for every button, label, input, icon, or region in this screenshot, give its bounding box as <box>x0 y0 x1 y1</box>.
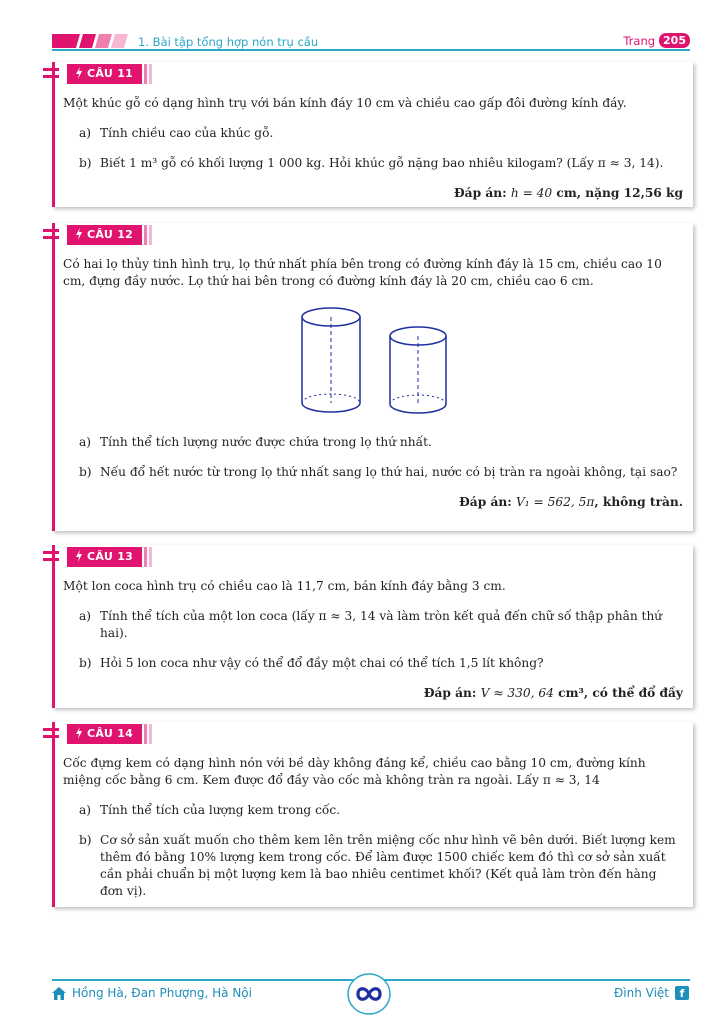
item-text: Nếu đổ hết nước từ trong lọ thứ nhất sang lọ thứ hai, nước có bị tràn ra ngoài không, tại sao? <box>100 465 678 479</box>
tag-bar <box>43 75 59 78</box>
tag-bar <box>43 68 59 71</box>
page-header <box>52 34 690 52</box>
question-body <box>63 95 683 214</box>
question-item <box>63 655 683 672</box>
question-tag-text: CÂU 12 <box>87 228 134 241</box>
question-intro: Có hai lọ thủy tinh hình trụ, lọ thứ nhất phía bên trong có đường kính đáy là 15 cm, chiều cao 10 cm, đựng đầy nước. Lọ thứ hai bên trong có đường kính đáy là 20 cm, chiều cao 6 cm. <box>63 257 662 288</box>
tag-stripe <box>149 64 152 84</box>
answer <box>63 185 683 202</box>
item-text: Hỏi 5 lon coca như vậy có thể đổ đầy một chai có thể tích 1,5 lít không? <box>100 656 544 670</box>
item-label: b) <box>79 833 92 847</box>
page-label: Trang <box>623 33 656 48</box>
answer <box>63 685 683 702</box>
author-name: Đình Việt <box>613 986 669 1000</box>
tag-bar <box>43 558 59 561</box>
tag-bar <box>43 551 59 554</box>
item-text: Tính thể tích của lượng kem trong cốc. <box>100 803 341 817</box>
item-text: Tính thể tích lượng nước được chứa trong lọ thứ nhất. <box>100 435 432 449</box>
question-tag-label <box>67 225 142 245</box>
question-tag-text: CÂU 14 <box>87 727 134 740</box>
answer-math: V ≈ 330, 64 <box>480 686 554 700</box>
answer-rest: cm, nặng 12,56 kg <box>552 186 683 200</box>
item-label: a) <box>79 435 92 449</box>
question-item <box>63 802 683 819</box>
item-label: a) <box>79 126 92 140</box>
item-label: a) <box>79 609 92 623</box>
tag-bar <box>43 735 59 738</box>
two-cylinders-figure <box>63 300 683 426</box>
question-card-13 <box>52 545 693 708</box>
tag-stripe <box>149 547 152 567</box>
lightning-icon <box>75 67 83 79</box>
answer-rest: , không tràn. <box>594 495 683 509</box>
question-body <box>63 578 683 714</box>
location-text: Hồng Hà, Đan Phượng, Hà Nội <box>72 986 252 1000</box>
question-body <box>63 755 683 900</box>
footer-location <box>52 986 252 1000</box>
tag-stripe <box>149 724 152 744</box>
answer-math: h = 40 <box>510 186 553 200</box>
question-tag <box>67 547 152 567</box>
item-text: Tính thể tích của một lon coca (lấy π ≈ 3, 14 và làm tròn kết quả đến chữ số thập phân thứ hai). <box>100 609 663 640</box>
page-number-badge: 205 <box>659 33 690 48</box>
question-body <box>63 256 683 523</box>
item-label: a) <box>79 803 92 817</box>
question-item <box>63 434 683 451</box>
section-title: 1. Bài tập tổng hợp nón trụ cầu <box>138 35 319 49</box>
answer <box>63 494 683 511</box>
answer-rest: cm³, có thể đổ đầy <box>553 686 683 700</box>
answer-label: Đáp án: <box>423 686 477 700</box>
item-text: Biết 1 m³ gỗ có khối lượng 1 000 kg. Hỏi khúc gỗ nặng bao nhiêu kilogam? (Lấy π ≈ 3, 14). <box>100 156 664 170</box>
answer-label: Đáp án: <box>459 495 512 509</box>
question-tag-text: CÂU 11 <box>87 67 134 80</box>
question-item <box>63 832 683 900</box>
tag-stripe <box>149 225 152 245</box>
facebook-icon[interactable]: f <box>675 986 689 1000</box>
item-label: b) <box>79 656 92 670</box>
item-label: b) <box>79 156 92 170</box>
question-tag <box>67 225 152 245</box>
lightning-icon <box>75 727 83 739</box>
answer-math: V₁ = 562, 5π <box>515 495 595 509</box>
tag-stripe <box>144 547 147 567</box>
question-tag <box>67 724 152 744</box>
question-card-11 <box>52 62 693 207</box>
header-rule <box>52 49 690 51</box>
question-card-12 <box>52 223 693 531</box>
question-tag-label <box>67 547 142 567</box>
question-card-14 <box>52 722 693 907</box>
question-item <box>63 125 683 142</box>
question-item <box>63 155 683 172</box>
question-intro: Cốc đựng kem có dạng hình nón với bề dày không đáng kể, chiều cao bằng 10 cm, đường kính miệng cốc bằng 6 cm. Kem được đổ đầy vào cốc mà không tràn ra ngoài. Lấy π ≈ 3, 14 <box>63 756 646 787</box>
lightning-icon <box>75 228 83 240</box>
question-tag-label <box>67 64 142 84</box>
question-tag-label <box>67 724 142 744</box>
question-item <box>63 464 683 481</box>
item-text: Tính chiều cao của khúc gỗ. <box>100 126 274 140</box>
lightning-icon <box>75 550 83 562</box>
question-intro: Một lon coca hình trụ có chiều cao là 11,7 cm, bán kính đáy bằng 3 cm. <box>63 579 506 593</box>
tag-bar <box>43 728 59 731</box>
header-stripes-decoration <box>52 34 136 48</box>
tag-bar <box>43 236 59 239</box>
tag-stripe <box>144 225 147 245</box>
tag-stripe <box>144 64 147 84</box>
infinity-logo <box>346 972 392 1016</box>
question-tag <box>67 64 152 84</box>
footer-author <box>614 986 689 1000</box>
tag-bar <box>43 229 59 232</box>
question-item <box>63 608 683 642</box>
item-text: Cơ sở sản xuất muốn cho thêm kem lên trên miệng cốc như hình vẽ bên dưới. Biết lượng kem thêm đó bằng 10% lượng kem trong cốc. Để làm được 1500 chiếc kem đó thì cơ sở sản xuất cần phải chuẩn bị một lượng kem là bao nhiêu centimet khối? (Kết quả làm tròn đến hàng đơn vị). <box>100 833 676 898</box>
answer-label: Đáp án: <box>454 186 507 200</box>
item-label: b) <box>79 465 92 479</box>
home-icon <box>52 987 66 1000</box>
question-intro: Một khúc gỗ có dạng hình trụ với bán kính đáy 10 cm và chiều cao gấp đôi đường kính đáy. <box>63 96 627 110</box>
question-tag-text: CÂU 13 <box>87 550 134 563</box>
tag-stripe <box>144 724 147 744</box>
page-indicator <box>623 33 690 48</box>
